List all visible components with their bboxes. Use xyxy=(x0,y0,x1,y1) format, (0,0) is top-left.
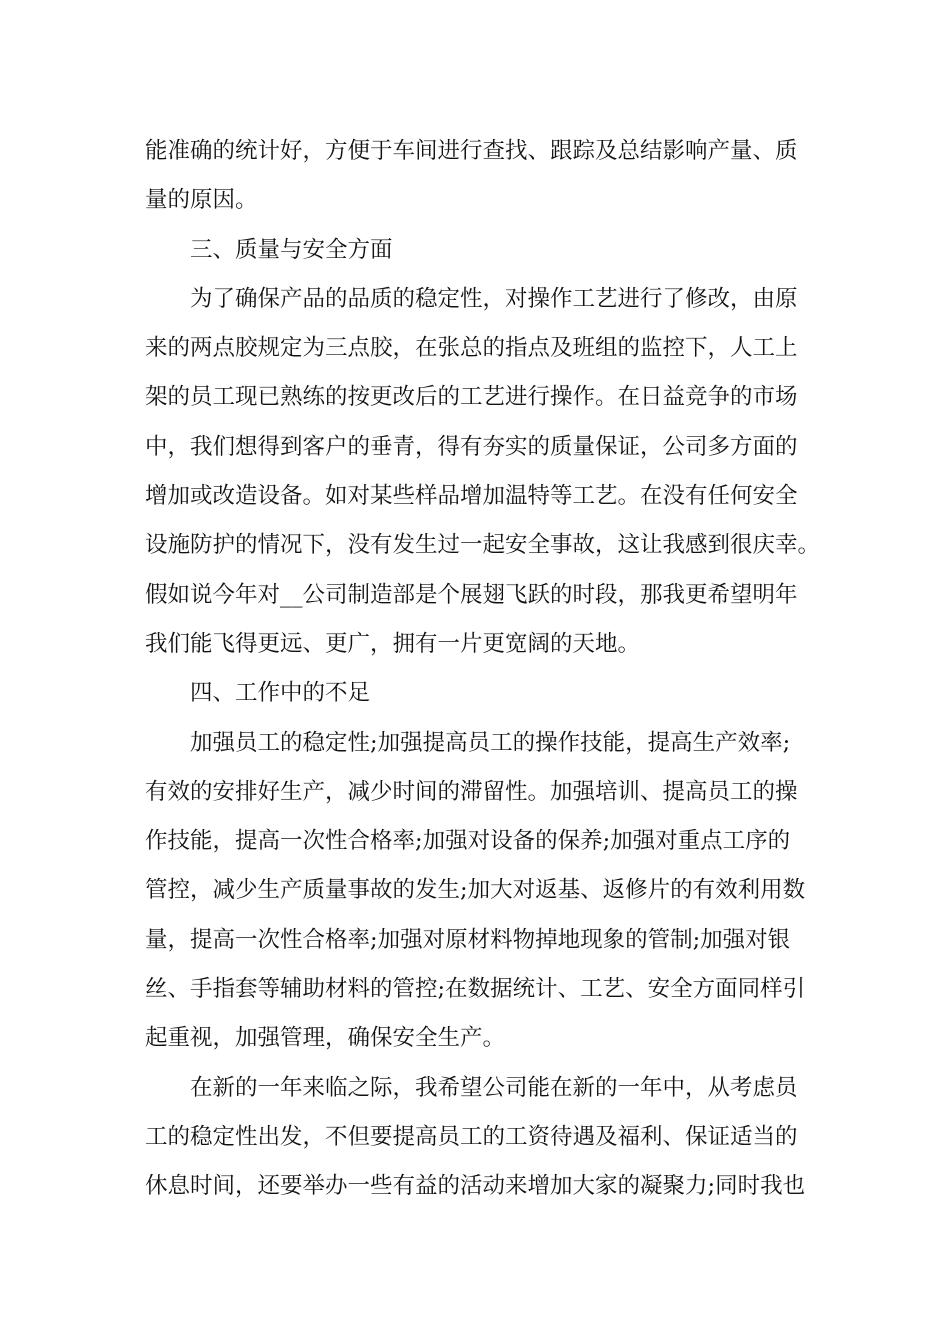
body-text-line: 量的原因。 xyxy=(145,187,258,214)
body-text-line: 工的稳定性出发，不但要提高员工的工资待遇及福利、保证适当的 xyxy=(145,1123,798,1150)
body-text-line: 丝、手指套等辅助材料的管控;在数据统计、工艺、安全方面同样引 xyxy=(145,976,806,1003)
paragraph-first-line: 在新的一年来临之际，我希望公司能在新的一年中，从考虑员 xyxy=(190,1074,798,1101)
section-heading-quality-safety: 三、质量与安全方面 xyxy=(190,236,393,263)
paragraph-first-line: 加强员工的稳定性;加强提高员工的操作技能，提高生产效率; xyxy=(190,729,791,756)
body-text-line: 来的两点胶规定为三点胶，在张总的指点及班组的监控下，人工上 xyxy=(145,335,798,362)
body-text-line: 管控，减少生产质量事故的发生;加大对返基、返修片的有效利用数 xyxy=(145,877,806,904)
body-text-line: 休息时间，还要举办一些有益的活动来增加大家的凝聚力;同时我也 xyxy=(145,1173,806,1200)
body-text-line: 起重视，加强管理，确保安全生产。 xyxy=(145,1025,506,1052)
paragraph-first-line: 为了确保产品的品质的稳定性，对操作工艺进行了修改，由原 xyxy=(190,285,798,312)
section-heading-shortcomings: 四、工作中的不足 xyxy=(190,680,371,707)
body-text-line: 量，提高一次性合格率;加强对原材料物掉地现象的管制;加强对银 xyxy=(145,926,791,953)
body-text-line: 能准确的统计好，方便于车间进行查找、跟踪及总结影响产量、质 xyxy=(145,138,798,164)
document-body xyxy=(145,127,821,1212)
body-text-line: 作技能，提高一次性合格率;加强对设备的保养;加强对重点工序的 xyxy=(145,828,791,855)
body-text-line: 设施防护的情况下，没有发生过一起安全事故，这让我感到很庆幸。 xyxy=(145,532,821,559)
body-text-line: 我们能飞得更远、更广，拥有一片更宽阔的天地。 xyxy=(145,630,641,657)
body-text-line: 有效的安排好生产，减少时间的滞留性。加强培训、提高员工的操 xyxy=(145,778,798,805)
body-text-line: 中，我们想得到客户的垂青，得有夯实的质量保证，公司多方面的 xyxy=(145,433,798,460)
body-text-line: 假如说今年对__公司制造部是个展翅飞跃的时段，那我更希望明年 xyxy=(145,581,798,608)
body-text-line: 增加或改造设备。如对某些样品增加温特等工艺。在没有任何安全 xyxy=(145,483,798,510)
body-text-line: 架的员工现已熟练的按更改后的工艺进行操作。在日益竞争的市场 xyxy=(145,384,798,411)
